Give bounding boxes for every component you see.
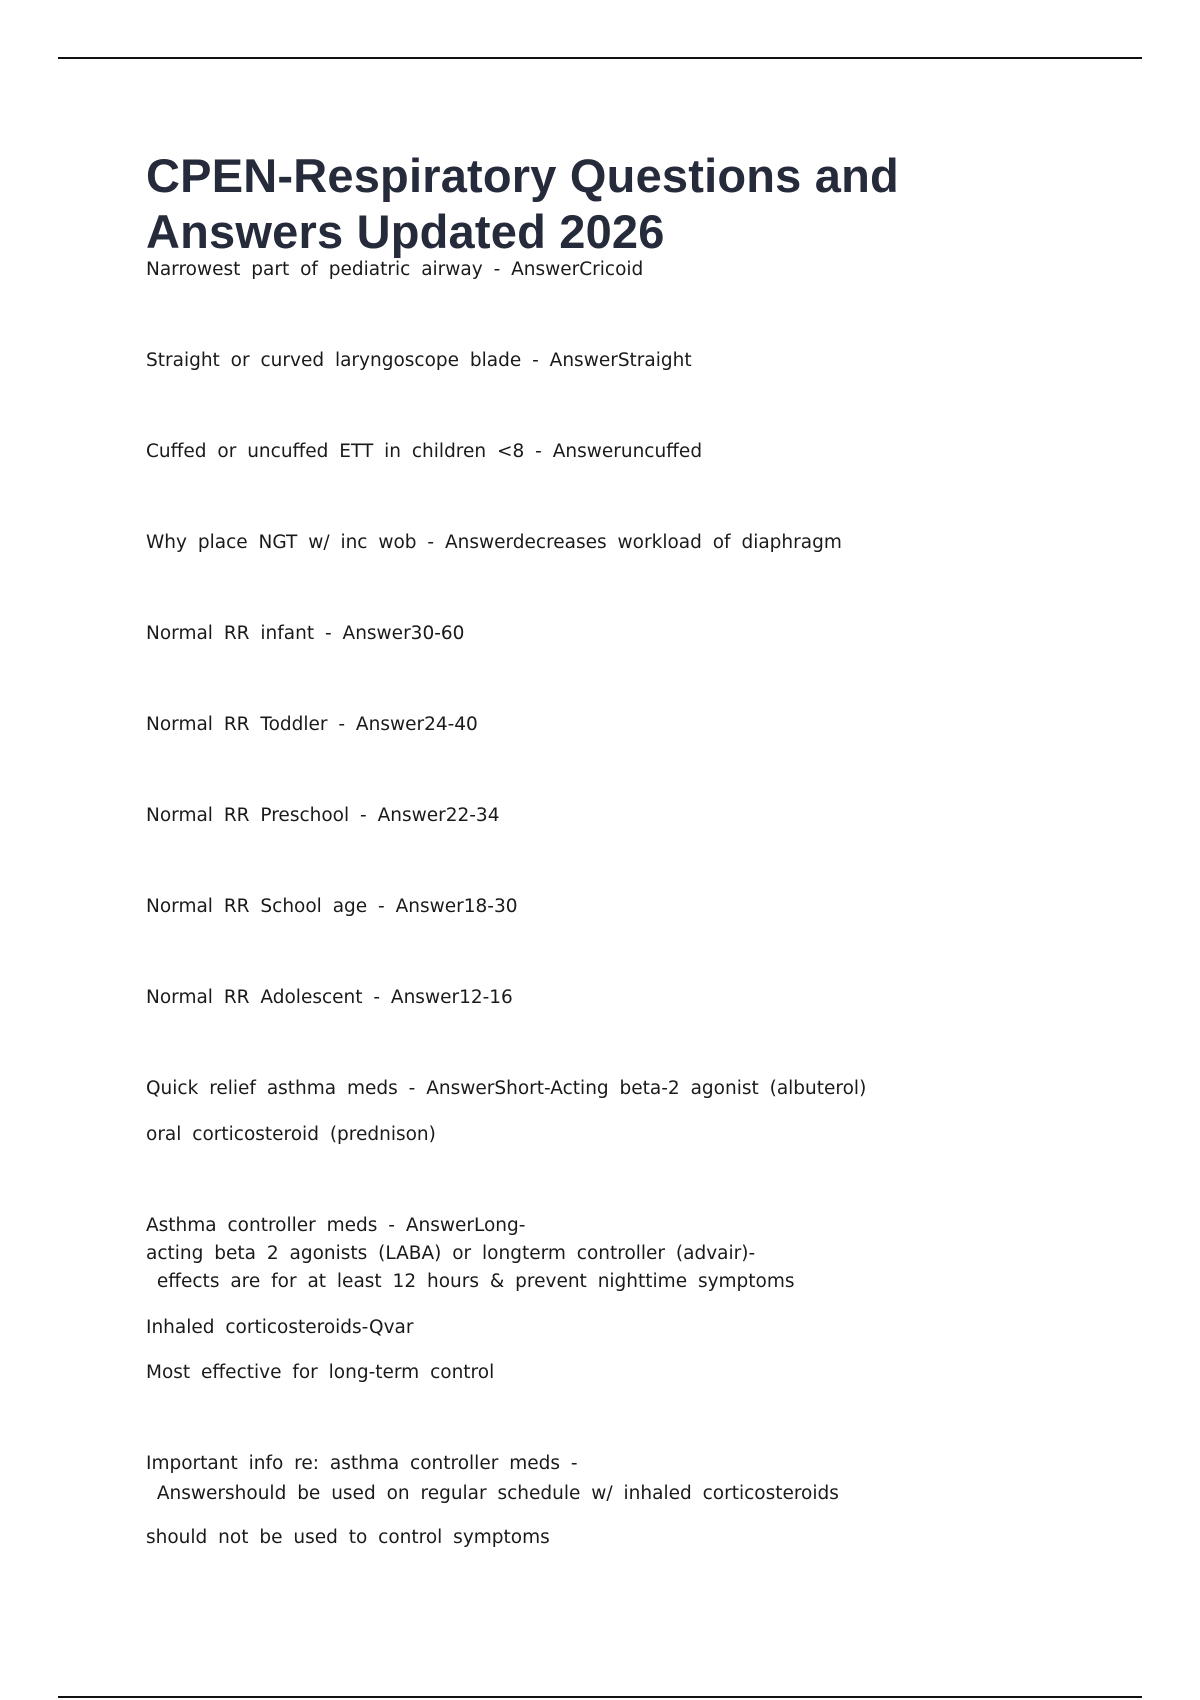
header-rule [58, 57, 1142, 59]
footer-rule [58, 1696, 1142, 1698]
qa-line: Important info re: asthma controller meds - [146, 1453, 578, 1474]
qa-line: Inhaled corticosteroids-Qvar [146, 1317, 414, 1338]
qa-line: acting beta 2 agonists (LABA) or longterm controller (advair)- [146, 1243, 756, 1264]
title-line-2: Answers Updated 2026 [146, 205, 665, 258]
qa-line: effects are for at least 12 hours & prevent nighttime symptoms [146, 1271, 795, 1292]
qa-line: Normal RR infant - Answer30-60 [146, 623, 465, 644]
qa-line: Narrowest part of pediatric airway - AnswerCricoid [146, 259, 644, 280]
qa-line: Normal RR Preschool - Answer22-34 [146, 805, 500, 826]
qa-line: Asthma controller meds - AnswerLong- [146, 1215, 526, 1236]
qa-line: should not be used to control symptoms [146, 1527, 550, 1548]
qa-line: Most effective for long-term control [146, 1362, 495, 1383]
qa-line: oral corticosteroid (prednison) [146, 1124, 436, 1145]
title-line-1: CPEN-Respiratory Questions and [146, 149, 899, 202]
qa-line: Quick relief asthma meds - AnswerShort-Acting beta-2 agonist (albuterol) [146, 1078, 867, 1099]
qa-line: Normal RR Toddler - Answer24-40 [146, 714, 478, 735]
qa-line: Cuffed or uncuffed ETT in children <8 - Answeruncuffed [146, 441, 703, 462]
document-title [146, 148, 1046, 260]
qa-line: Why place NGT w/ inc wob - Answerdecreases workload of diaphragm [146, 532, 842, 553]
qa-line: Straight or curved laryngoscope blade - AnswerStraight [146, 350, 692, 371]
qa-line: Normal RR School age - Answer18-30 [146, 896, 518, 917]
qa-line: Normal RR Adolescent - Answer12-16 [146, 987, 513, 1008]
qa-line: Answershould be used on regular schedule w/ inhaled corticosteroids [146, 1483, 839, 1504]
